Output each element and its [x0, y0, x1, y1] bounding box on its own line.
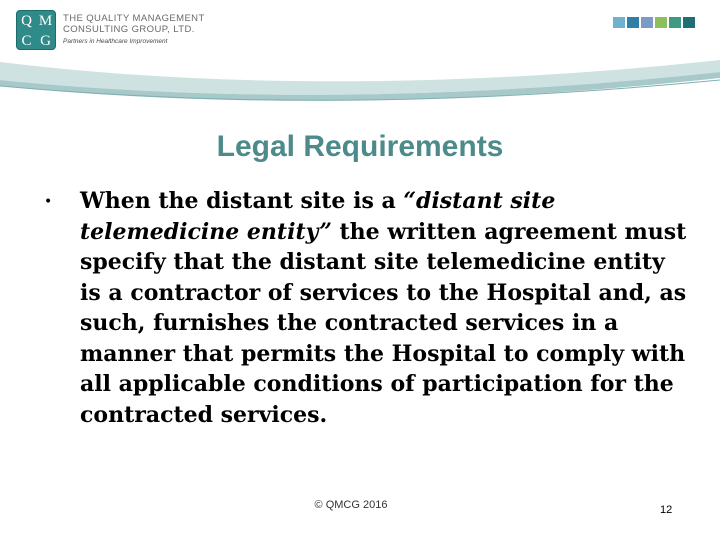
company-name-block	[63, 13, 205, 45]
slide-header	[0, 0, 720, 110]
color-square	[655, 17, 667, 28]
page-number: 12	[660, 504, 673, 516]
bullet-text-italic-term: “distant site telemedicine entity”	[80, 188, 556, 245]
bullet-marker: •	[44, 194, 53, 210]
color-square	[613, 17, 625, 28]
logo-letter: G	[40, 33, 51, 49]
color-square	[669, 17, 681, 28]
logo-letter: C	[21, 33, 32, 49]
color-square	[683, 17, 695, 28]
bullet-item	[80, 186, 690, 430]
company-name-line1: THE QUALITY MANAGEMENT	[63, 13, 205, 24]
company-name-line2: CONSULTING GROUP, LTD.	[63, 24, 195, 35]
bullet-text-part1: When the distant site is a	[80, 188, 404, 214]
company-tagline: Partners in Healthcare Improvement	[63, 38, 168, 45]
logo-letter: Q	[21, 13, 32, 29]
logo-letter: M	[38, 13, 53, 29]
bullet-text-part2: the written agreement must specify that the distant site telemedicine entity is a contractor of services to the Hospital and, as such, furnishes the contracted services in a manner that permits the Hospital to comply with all applicable conditions of participation for the contracted services.	[80, 218, 687, 428]
qmcg-logo	[16, 10, 56, 50]
color-squares-decoration	[613, 17, 695, 28]
color-square	[627, 17, 639, 28]
footer-copyright: © QMCG 2016	[314, 499, 388, 511]
slide-title: Legal Requirements	[216, 130, 504, 163]
color-square	[641, 17, 653, 28]
